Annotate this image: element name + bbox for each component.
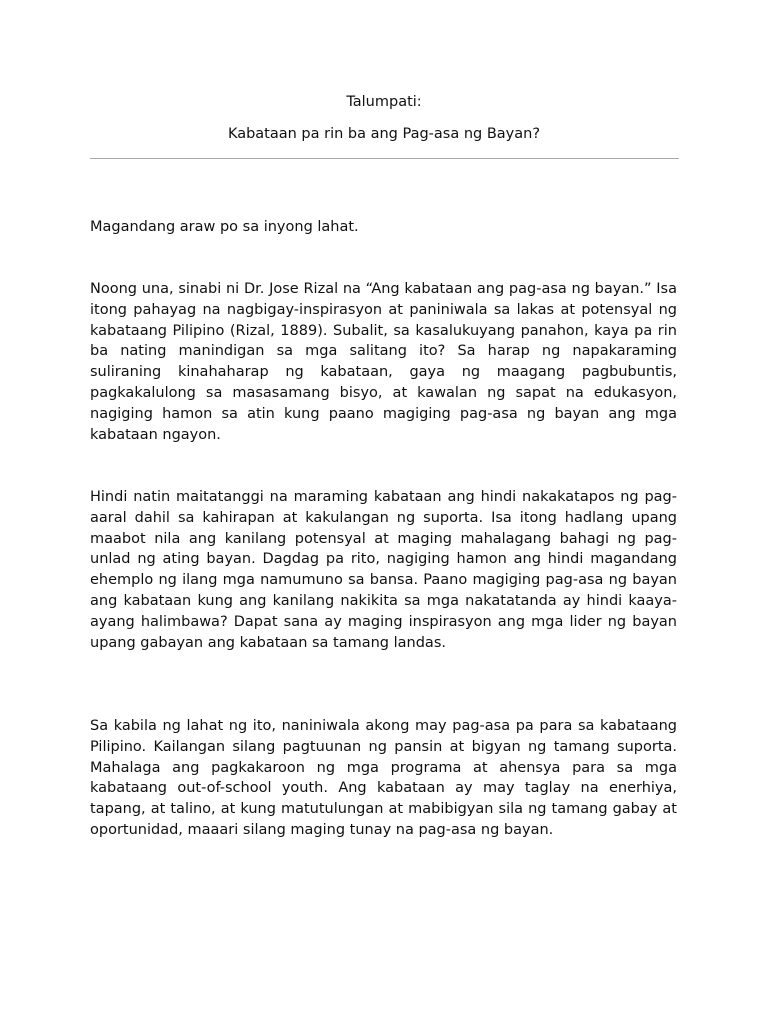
paragraph-greeting: Magandang araw po sa inyong lahat. bbox=[90, 219, 359, 235]
title-divider bbox=[90, 158, 679, 159]
paragraph-introduction: Noong una, sinabi ni Dr. Jose Rizal na “Ang kabataan ang pag-asa ng bayan.” Isa itong pahayag na nagbigay-inspirasyon at paniniwala sa lakas at potensyal ng kabataang Pilipino (Rizal, 1889). Subalit, sa kasalukuyang panahon, kaya pa rin ba nating manindigan sa mga salitang ito? Sa harap ng napakaraming suliraning kinahaharap ng kabataan, gaya ng maagang pagbubuntis, pagkakalulong sa masasamang bisyo, at kawalan ng sapat na edukasyon, nagiging hamon sa atin kung paano magiging pag-asa ng bayan ang mga kabataan ngayon. bbox=[90, 281, 677, 443]
paragraph-conclusion: Sa kabila ng lahat ng ito, naniniwala akong may pag-asa pa para sa kabataang Pilipino. Kailangan silang pagtuunan ng pansin at bigyan ng tamang suporta. Mahalaga ang pagkakaroon ng mga programa at ahensya para sa mga kabataang out-of-school youth. Ang kabataan ay may taglay na enerhiya, tapang, at talino, at kung matutulungan at mabibigyan sila ng tamang gabay at oportunidad, maaari silang maging tunay na pag-asa ng bayan. bbox=[90, 718, 677, 838]
paragraph-challenges: Hindi natin maitatanggi na maraming kabataan ang hindi nakakatapos ng pag-aaral dahil sa kahirapan at kakulangan ng suporta. Isa itong hadlang upang maabot nila ang kanilang potensyal at maging mahalagang bahagi ng pag-unlad ng ating bayan. Dagdag pa rito, nagiging hamon ang hindi magandang ehemplo ng ilang mga namumuno sa bansa. Paano magiging pag-asa ng bayan ang kabataan kung ang kanilang nakikita sa mga nakatatanda ay hindi kaaya-ayang halimbawa? Dapat sana ay maging inspirasyon ang mga lider ng bayan upang gabayan ang kabataan sa tamang landas. bbox=[90, 489, 677, 651]
document-label: Talumpati: bbox=[346, 94, 422, 110]
document-title: Kabataan pa rin ba ang Pag-asa ng Bayan? bbox=[227, 126, 541, 142]
